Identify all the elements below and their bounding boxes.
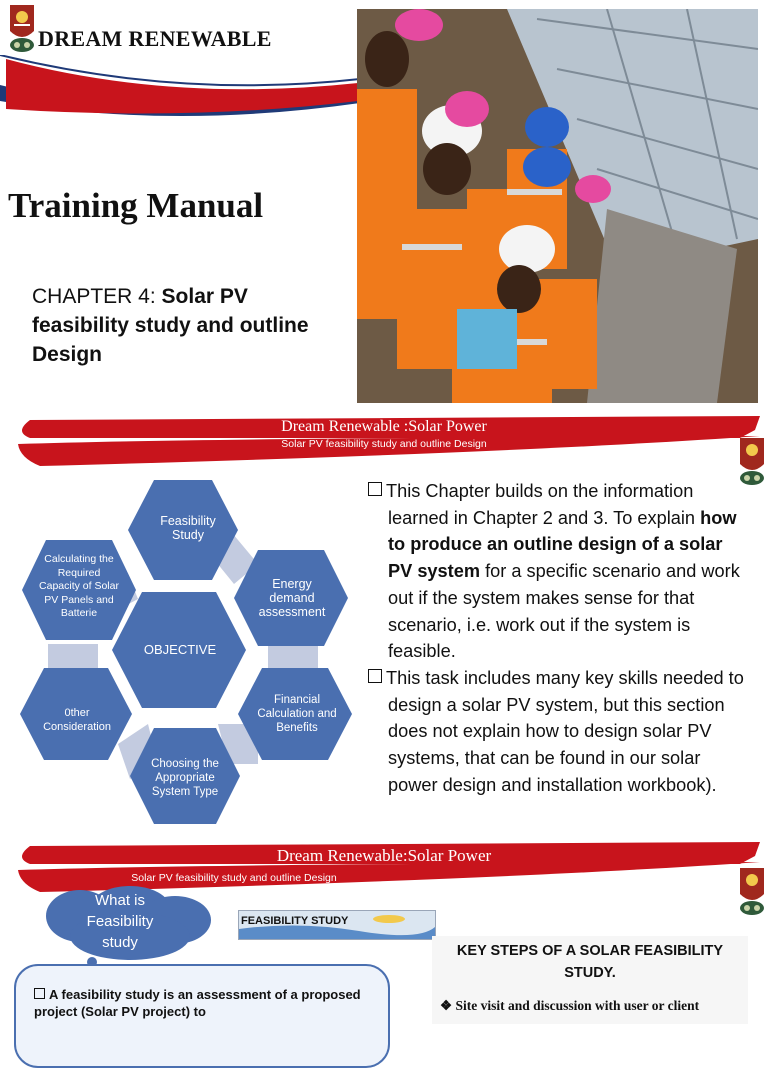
hex-label-feasibility: Feasibility Study xyxy=(160,514,216,542)
banner-title: Dream Renewable:Solar Power xyxy=(276,846,492,865)
page-title: Training Manual xyxy=(8,186,264,225)
hex-label-system-type: Choosing the Appropriate System Type xyxy=(151,758,219,798)
key-steps-heading: KEY STEPS OF A SOLAR FEASIBILITY STUDY. xyxy=(456,943,724,981)
dream-renewable-logo xyxy=(8,3,36,53)
checkbox-bullet-icon xyxy=(368,669,382,683)
paragraph-1: This Chapter builds on the information learned in Chapter 2 and 3. To explain how to produce an outline design of a solar PV system for a specific scenario and work out if the system makes sense for that scenario, i.e. work out if the system is feasible. xyxy=(368,478,748,665)
chapter-title: Solar PV feasibility study and outline Design xyxy=(32,285,309,366)
brand-name: DREAM RENEWABLE xyxy=(38,26,272,51)
red-swoosh xyxy=(0,55,360,125)
paragraph-2: This task includes many key skills needed to design a solar PV system, but this section does not explain how to design solar PV systems, that can be found in our solar power design and installation workbook). xyxy=(368,665,748,799)
hex-label-capacity: Calculating the Required Capacity of Solar PV Panels and Batterie xyxy=(39,553,119,620)
key-step-item: ❖ Site visit and discussion with user or client xyxy=(440,998,700,1013)
feasibility-study-label: FEASIBILITY STUDY xyxy=(241,915,349,927)
chapter-prefix: CHAPTER 4: xyxy=(32,285,162,308)
chapter-description xyxy=(368,478,748,798)
banner-subtitle: Solar PV feasibility study and outline Design xyxy=(281,438,487,450)
cloud-text: What is Feasibility study xyxy=(86,892,154,951)
slide-3 xyxy=(0,836,768,1024)
hex-label-energy: Energy demand assessment xyxy=(258,577,326,619)
dream-renewable-logo xyxy=(738,866,766,916)
diamond-bullet-icon: ❖ xyxy=(440,998,453,1013)
feasibility-study-banner xyxy=(238,910,436,940)
slide-1 xyxy=(0,0,768,406)
banner-title: Dream Renewable :Solar Power xyxy=(281,418,487,435)
checkbox-bullet-icon xyxy=(34,988,45,999)
slide-2 xyxy=(0,406,768,836)
checkbox-bullet-icon xyxy=(368,482,382,496)
hex-label-objective: OBJECTIVE xyxy=(143,642,217,657)
hex-label-financial: Financial Calculation and Benefits xyxy=(257,694,337,734)
workers-solar-panel-photo xyxy=(357,9,758,403)
banner-subtitle: Solar PV feasibility study and outline Design xyxy=(131,872,337,884)
definition-text: A feasibility study is an assessment of a proposed project (Solar PV project) to xyxy=(34,987,361,1019)
hex-label-other: 0ther Consideration xyxy=(43,707,111,733)
chapter-heading xyxy=(32,282,322,369)
